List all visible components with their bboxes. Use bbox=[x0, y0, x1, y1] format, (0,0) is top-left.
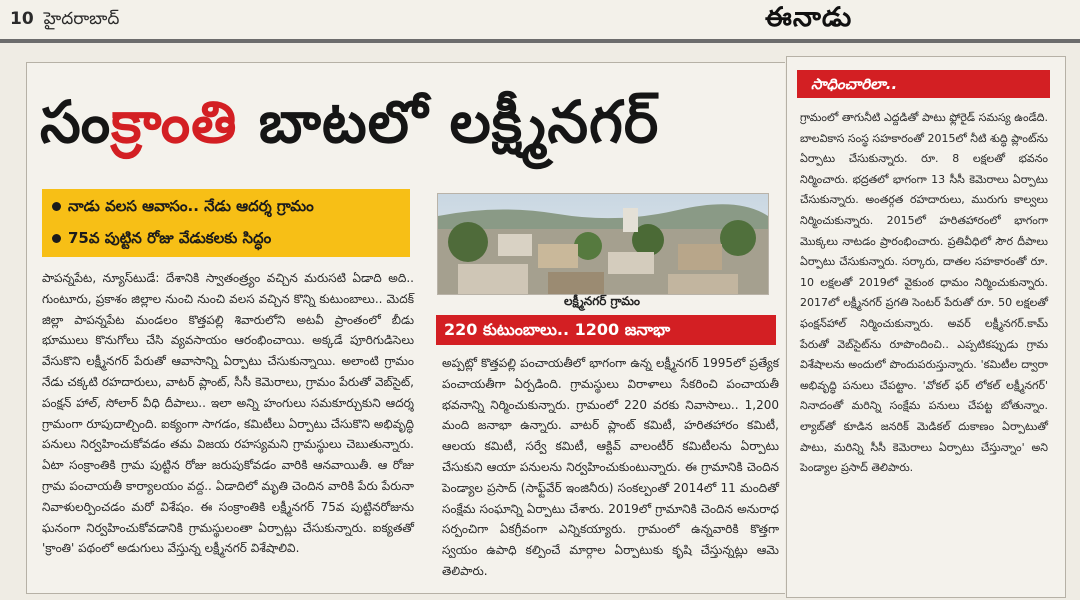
sidebar-title: సాధించారిలా.. bbox=[797, 70, 1050, 98]
sidebar-paragraph: గ్రామంలో తాగునీటి ఎద్దడితో పాటు ఫ్లోరైడ్ సమస్య ఉండేది. బాలవికాస సంస్థ సహకారంతో 2015లో నీటి శుద్ధి ప్లాంట్‌ను ఏర్పాటు చేసుకున్నారు. రూ. 8 లక్షలతో భవనం నిర్మించారు. భద్రతలో భాగంగా 13 సీసీ కెమెరాలు ఏర్పాటు చేసుకున్నారు. అంతర్గత రహదారులు, మురుగు కాల్వలు నిర్మించుకున్నారు. 2015లో హరితహారంలో భాగంగా మొక్కలు నాటడం ప్రారంభించారు. ప్రతివీధిలో సౌర దీపాలు ఏర్పాటు చేసుకున్నారు. సర్కారు, దాతల సహకారంతో రూ. 10 లక్షలతో 2019లో వైకుంఠ ధామం నిర్మించుకున్నారు. 2017లో లక్ష్మీనగర్ ప్రగతి సెంటర్ పేరుతో రూ. 50 లక్షలతో ఫంక్షన్‌హాల్ నిర్మించుకున్నారు. అవర్ లక్ష్మీనగర్.కామ్ పేరుతో వెబ్‌సైట్‌ను రూపొందించి.. ఎప్పటికప్పుడు గ్రామ విశేషాలను అందులో పొందుపరుస్తున్నారు. 'కమిటీల ద్వారా అభివృద్ధి పనులు చేపట్టాం. 'వోకల్ ఫర్ లోకల్ లక్ష్మీనగర్' నినాదంతో మరిన్ని సంక్షేమ పనులు చేపట్ట బోతున్నాం. ల్యాబ్‌తో కూడిన జనరిక్ మెడికల్ దుకాణం ఏర్పాటుతో పాటు, మరిన్ని సీసీ కెమెరాలు ఏర్పాటు చేస్తున్నాం' అని పెండ్యాల ప్రసాద్ తెలిపారు. bbox=[800, 111, 1048, 475]
headline-part-1: సం bbox=[40, 88, 112, 156]
page-number: 10 bbox=[10, 9, 34, 29]
article-paragraph: పాపన్నపేట, న్యూస్‌టుడే: దేశానికి స్వాతంత్ర్యం వచ్చిన మరుసటి ఏడాది అది.. గుంటూరు, ప్రకాశం జిల్లాల నుంచి నుంచి వలస వచ్చిన కొన్ని కుటుంబాలు.. మెదక్ జిల్లా పాపన్నపేట మండలం కొత్తపల్లి శివారులోని అటవీ ప్రాంతంలో బీడు భూములు కొనుగోలు చేసి వ్యవసాయం ఆరంభించాయి. అక్కడే పూరిగుడిసెలు వేసుకొని లక్ష్మీనగర్ పేరుతో ఆవాసాన్ని ఏర్పాటు చేసుకున్నాయి. అలాంటి గ్రామం నేడు చక్కటి రహదారులు, వాటర్ ప్లాంట్, సీసీ కెమెరాలు, గ్రామం పేరుతో వెబ్‌సైట్, పంక్షన్ హాల్, సోలార్ వీధి దీపాలు.. ఇలా అన్ని హంగులు సమకూర్చుకుని ఆదర్శ గ్రామంగా రూపుదాల్చింది. ఐక్యంగా సాగడం, కమిటీలు ఏర్పాటు చేసుకొని అభివృద్ధి పనులు నిర్వహించుకోవడం తమ విజయ రహస్యమని గ్రామస్థులు చెబుతున్నారు. ఏటా సంక్రాంతికి గ్రామ పుట్టిన రోజు జరుపుకోవడం వారికి ఆనవాయితీ. ఆ రోజు గ్రామ పంచాయతీ కార్యాలయం వద్ద.. ఏడాదిలో మృతి చెందిన వారికి పేరు పేరునా నివాళులర్పించడం మరో విశేషం. ఈ సంక్రాంతికి లక్ష్మీనగర్ 75వ పుట్టినరోజును ఘనంగా నిర్వహించుకోవడానికి గ్రామస్థులంతా ఏర్పాట్లు చేసుకున్నారు. ఐక్యతతో 'క్రాంతి' పథంలో అడుగులు వేస్తున్న లక్ష్మీనగర్ విశేషాలివి. bbox=[42, 271, 414, 556]
bullet-icon bbox=[52, 234, 61, 243]
highlight-text: నాడు వలస ఆవాసం.. నేడు ఆదర్శ గ్రామం bbox=[68, 197, 314, 215]
bullet-icon bbox=[52, 202, 61, 211]
headline-accent-word: క్రాంతి bbox=[111, 88, 238, 156]
header-divider bbox=[0, 39, 1080, 43]
article-paragraph: అప్పట్లో కొత్తపల్లి పంచాయతీలో భాగంగా ఉన్న లక్ష్మీనగర్ 1995లో ప్రత్యేక పంచాయతీగా ఏర్పడింది. గ్రామస్థులు విరాళాలు సేకరించి పంచాయతీ భవనాన్ని నిర్మించుకున్నారు. గ్రామంలో 220 వరకు నివాసాలు.. 1,200 మంది జనాభా ఉన్నారు. వాటర్ ప్లాంట్ కమిటీ, హరితహారం కమిటీ, ఆలయ కమిటీ, సర్వే కమిటీ, ఆక్టివ్ వాలంటీర్ కమిటీలను ఏర్పాటు చేసుకుని ఆయా పనులను నిర్వహించుకుంటున్నారు. ఈ గ్రామానికి చెందిన పెండ్యాల ప్రసాద్ (సాఫ్ట్‌వేర్ ఇంజినీరు) సంకల్పంతో 2014లో 11 మందితో సంక్షేమ సంఘాన్ని ఏర్పాటు చేశారు. 2019లో గ్రామానికి చెందిన అనురాధ సర్పంచిగా ఏకగ్రీవంగా ఎన్నికయ్యారు. గ్రామంలో ఉన్నవారికి కొత్తగా స్వయం ఉపాధి కల్పించే మార్గాల ఏర్పాటుకు కృషి చేస్తున్నట్లు ఆమె తెలిపారు. bbox=[442, 356, 779, 578]
stats-banner: 220 కుటుంబాలు.. 1200 జనాభా bbox=[436, 315, 776, 345]
masthead-logo: ఈనాడు bbox=[765, 2, 853, 33]
highlight-text: 75వ పుట్టిన రోజు వేడుకలకు సిద్ధం bbox=[68, 229, 272, 247]
highlights-box bbox=[42, 189, 410, 257]
highlight-item bbox=[52, 229, 271, 251]
village-photo bbox=[437, 193, 769, 295]
article-body-middle bbox=[442, 353, 779, 582]
article-headline bbox=[40, 62, 780, 182]
page-folio bbox=[10, 9, 119, 33]
village-photo-image bbox=[438, 194, 768, 294]
sidebar-body bbox=[800, 108, 1048, 479]
headline-part-2: బాటలో లక్ష్మీనగర్ bbox=[237, 88, 660, 156]
highlight-item bbox=[52, 197, 314, 219]
edition-name: హైదరాబాద్ bbox=[43, 9, 120, 29]
article-body-left bbox=[42, 268, 414, 559]
page-header bbox=[0, 0, 1080, 40]
photo-caption: లక్ష్మీనగర్ గ్రామం bbox=[564, 294, 640, 308]
